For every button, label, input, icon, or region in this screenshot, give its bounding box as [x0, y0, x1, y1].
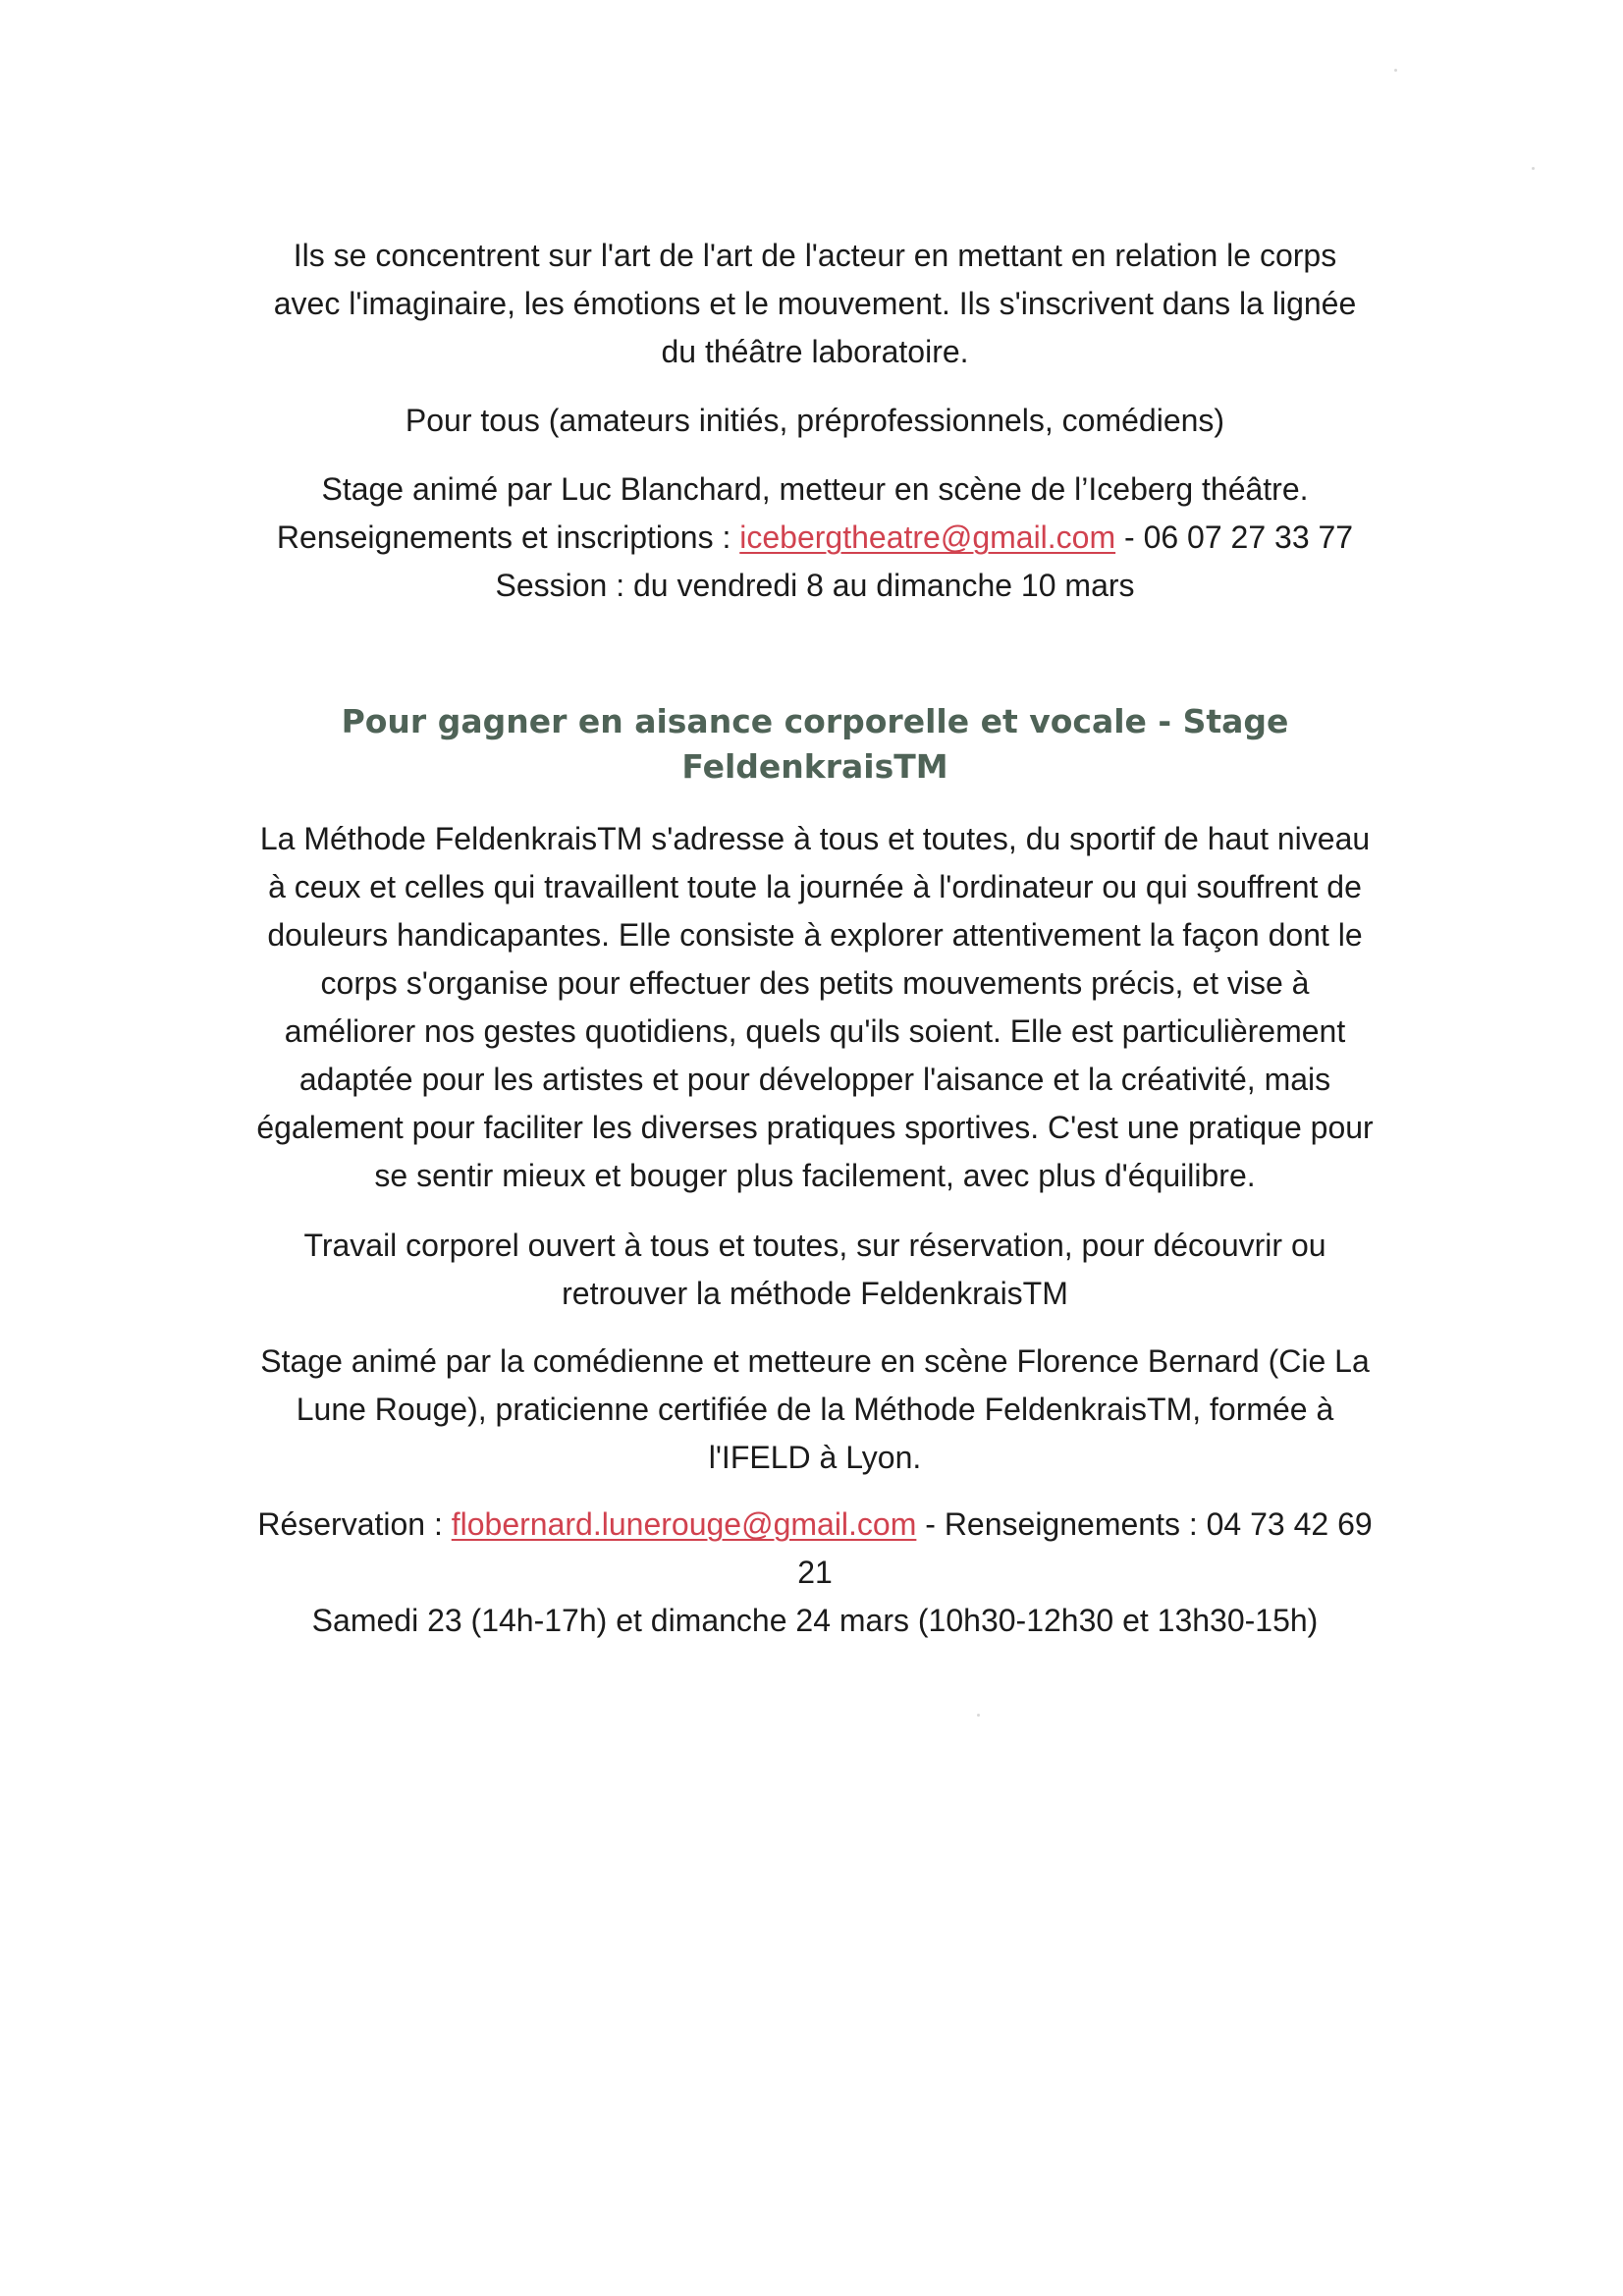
intro-paragraph [226, 232, 1404, 376]
text-line: Stage animé par la comédienne et metteure en scène Florence Bernard (Cie La [260, 1343, 1370, 1379]
reservation-details [226, 1501, 1404, 1645]
email-link-flobernard[interactable]: flobernard.lunerouge@gmail.com [451, 1506, 917, 1542]
contact-separator: - [1115, 519, 1144, 555]
scan-speck [1394, 69, 1397, 72]
email-link-iceberg[interactable]: icebergtheatre@gmail.com [739, 519, 1116, 555]
text-line: Travail corporel ouvert à tous et toutes, sur réservation, pour découvrir ou [303, 1228, 1326, 1263]
heading-line: FeldenkraisTM [681, 747, 948, 786]
text-line: également pour faciliter les diverses pratiques sportives. C'est une pratique pour [256, 1110, 1374, 1145]
text-line: à ceux et celles qui travaillent toute la journée à l'ordinateur ou qui souffrent de [268, 869, 1362, 904]
text-line: adaptée pour les artistes et pour développer l'aisance et la créativité, mais [298, 1062, 1331, 1097]
reservation-label: Réservation : [257, 1506, 452, 1542]
scan-speck [1532, 167, 1535, 170]
text-line: avec l'imaginaire, les émotions et le mouvement. Ils s'inscrivent dans la lignée [273, 286, 1357, 321]
text-line: La Méthode FeldenkraisTM s'adresse à tous et toutes, du sportif de haut niveau [259, 821, 1371, 856]
session-dates: Session : du vendredi 8 au dimanche 10 mars [495, 568, 1135, 603]
leader-paragraph [226, 1338, 1404, 1482]
heading-line: Pour gagner en aisance corporelle et vocale - Stage [341, 702, 1289, 740]
text-line: se sentir mieux et bouger plus facilement, avec plus d'équilibre. [374, 1158, 1256, 1193]
text-line: améliorer nos gestes quotidiens, quels qu'ils soient. Elle est particulièrement [284, 1013, 1346, 1049]
text-line: Ils se concentrent sur l'art de l'art de l'acteur en mettant en relation le corps [293, 238, 1337, 273]
contact-label: Renseignements et inscriptions : [276, 519, 740, 555]
scan-speck [977, 1714, 980, 1717]
audience-text: Pour tous (amateurs initiés, préprofessionnels, comédiens) [405, 403, 1225, 438]
open-to-all-paragraph [226, 1222, 1404, 1318]
reservation-line [226, 1501, 1404, 1549]
leader-text: Stage animé par Luc Blanchard, metteur en scène de l’Iceberg théâtre. [321, 471, 1309, 507]
contact-line [226, 514, 1404, 562]
schedule-text: Samedi 23 (14h-17h) et dimanche 24 mars (10h30-12h30 et 13h30-15h) [311, 1603, 1319, 1638]
audience-line [226, 397, 1404, 445]
info-phone: - Renseignements : 04 73 42 69 [916, 1506, 1373, 1542]
contact-phone: 06 07 27 33 77 [1143, 519, 1354, 555]
section-heading [285, 699, 1345, 790]
info-phone-continued: 21 [797, 1555, 833, 1590]
text-line: l'IFELD à Lyon. [708, 1440, 922, 1475]
text-line: retrouver la méthode FeldenkraisTM [562, 1276, 1068, 1311]
text-line: douleurs handicapantes. Elle consiste à explorer attentivement la façon dont le [267, 917, 1363, 953]
session-details [226, 465, 1404, 610]
text-line: Lune Rouge), praticienne certifiée de la Méthode FeldenkraisTM, formée à [296, 1392, 1334, 1427]
text-line: corps s'organise pour effectuer des petits mouvements précis, et vise à [320, 965, 1310, 1001]
text-line: du théâtre laboratoire. [661, 334, 969, 369]
method-description [226, 815, 1404, 1200]
